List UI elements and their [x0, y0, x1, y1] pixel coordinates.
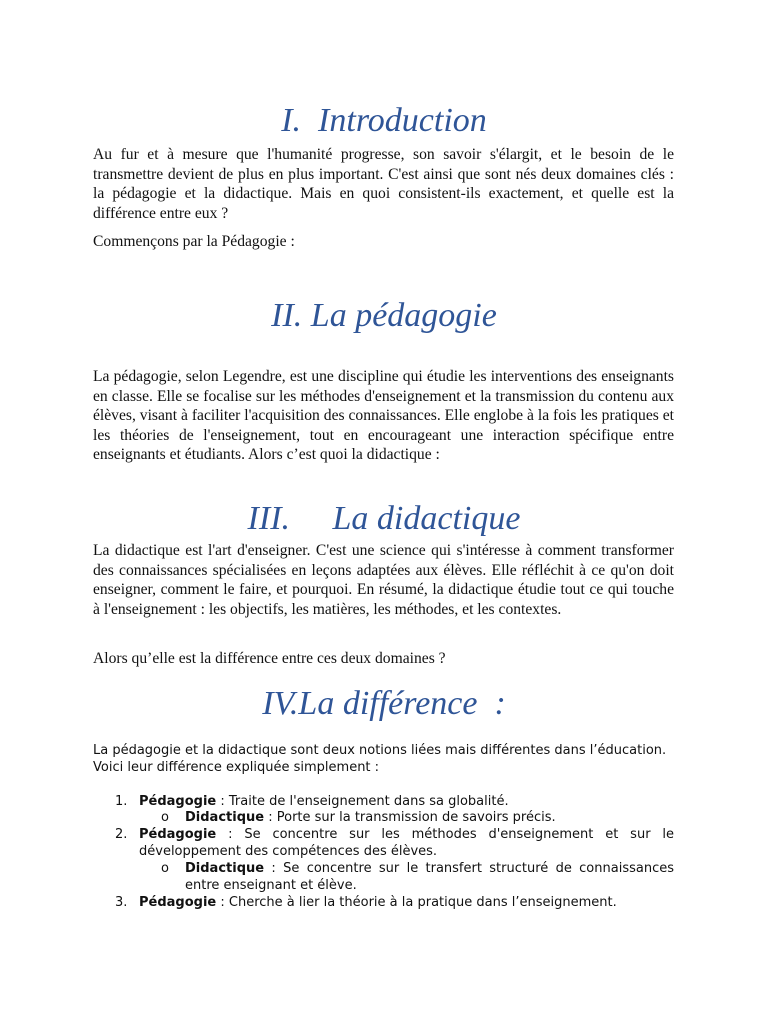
bullet-icon: o: [161, 810, 169, 825]
heading-title: Introduction: [318, 102, 487, 139]
heading-title: La pédagogie: [310, 297, 497, 334]
heading-numeral: I.: [281, 102, 302, 139]
list-item-term: Pédagogie: [139, 827, 217, 842]
pedagogie-paragraph: La pédagogie, selon Legendre, est une discipline qui étudie les interventions des enseignants en classe. Elle se focalise sur les méthodes d'enseignement et la transmission du contenu aux élèves, visant à faciliter l'acquisition des connaissances. Elle englobe à la fois les pratiques et les théories de l'enseignement, tout en encourageant une interaction spécifique entre enseignants et étudiants. Alors c’est quoi la didactique :: [93, 368, 674, 463]
difference-intro: La pédagogie et la didactique sont deux notions liées mais différentes dans l’éducation. Voici leur différence expliquée simplement :: [93, 743, 667, 775]
heading-numeral: III.: [247, 500, 291, 537]
heading-title: La différence :: [298, 685, 506, 722]
list-item-term: Pédagogie: [139, 794, 217, 809]
heading-difference: [0, 684, 768, 724]
heading-title: La didactique: [332, 500, 521, 537]
list-item-text: : Traite de l'enseignement dans sa globalité.: [216, 794, 509, 809]
heading-numeral: IV.: [262, 685, 299, 722]
didactique-paragraph-2: Alors qu’elle est la différence entre ces deux domaines ?: [93, 650, 446, 667]
intro-paragraph-2: Commençons par la Pédagogie :: [93, 233, 295, 250]
bullet-icon: o: [161, 861, 169, 876]
sub-item-term: Didactique: [185, 810, 265, 825]
intro-paragraph-1: Au fur et à mesure que l'humanité progresse, son savoir s'élargit, et le besoin de le transmettre devient de plus en plus important. C'est ainsi que sont nés deux domaines clés : la pédagogie et la didactique. Mais en quoi consistent-ils exactement, et quelle est la différence entre eux ?: [93, 146, 674, 222]
sub-item-term: Didactique: [185, 861, 265, 876]
heading-numeral: II.: [271, 297, 303, 334]
list-item-number: 1.: [115, 794, 128, 809]
didactique-paragraph-1: La didactique est l'art d'enseigner. C'est une science qui s'intéresse à comment transformer des connaissances spécialisées en leçons adaptées aux élèves. Elle réfléchit à ce qu'on doit enseigner, comment le faire, et pourquoi. En résumé, la didactique étudie tout ce qui touche à l'enseignement : les objectifs, les matières, les méthodes, et les contextes.: [93, 542, 674, 618]
list-item-text: : Cherche à lier la théorie à la pratique dans l’enseignement.: [216, 895, 617, 910]
list-item-number: 2.: [115, 827, 128, 842]
list-item-text: : Se concentre sur les méthodes d'enseignement et sur le développement des compétences des élèves.: [139, 827, 674, 859]
heading-pedagogie: [0, 296, 768, 336]
heading-introduction: [0, 101, 768, 141]
list-item-number: 3.: [115, 895, 128, 910]
sub-item-text: : Se concentre sur le transfert structuré de connaissances entre enseignant et élève.: [185, 861, 674, 893]
list-item-term: Pédagogie: [139, 895, 217, 910]
heading-didactique: [0, 499, 768, 539]
sub-item-text: : Porte sur la transmission de savoirs précis.: [264, 810, 556, 825]
